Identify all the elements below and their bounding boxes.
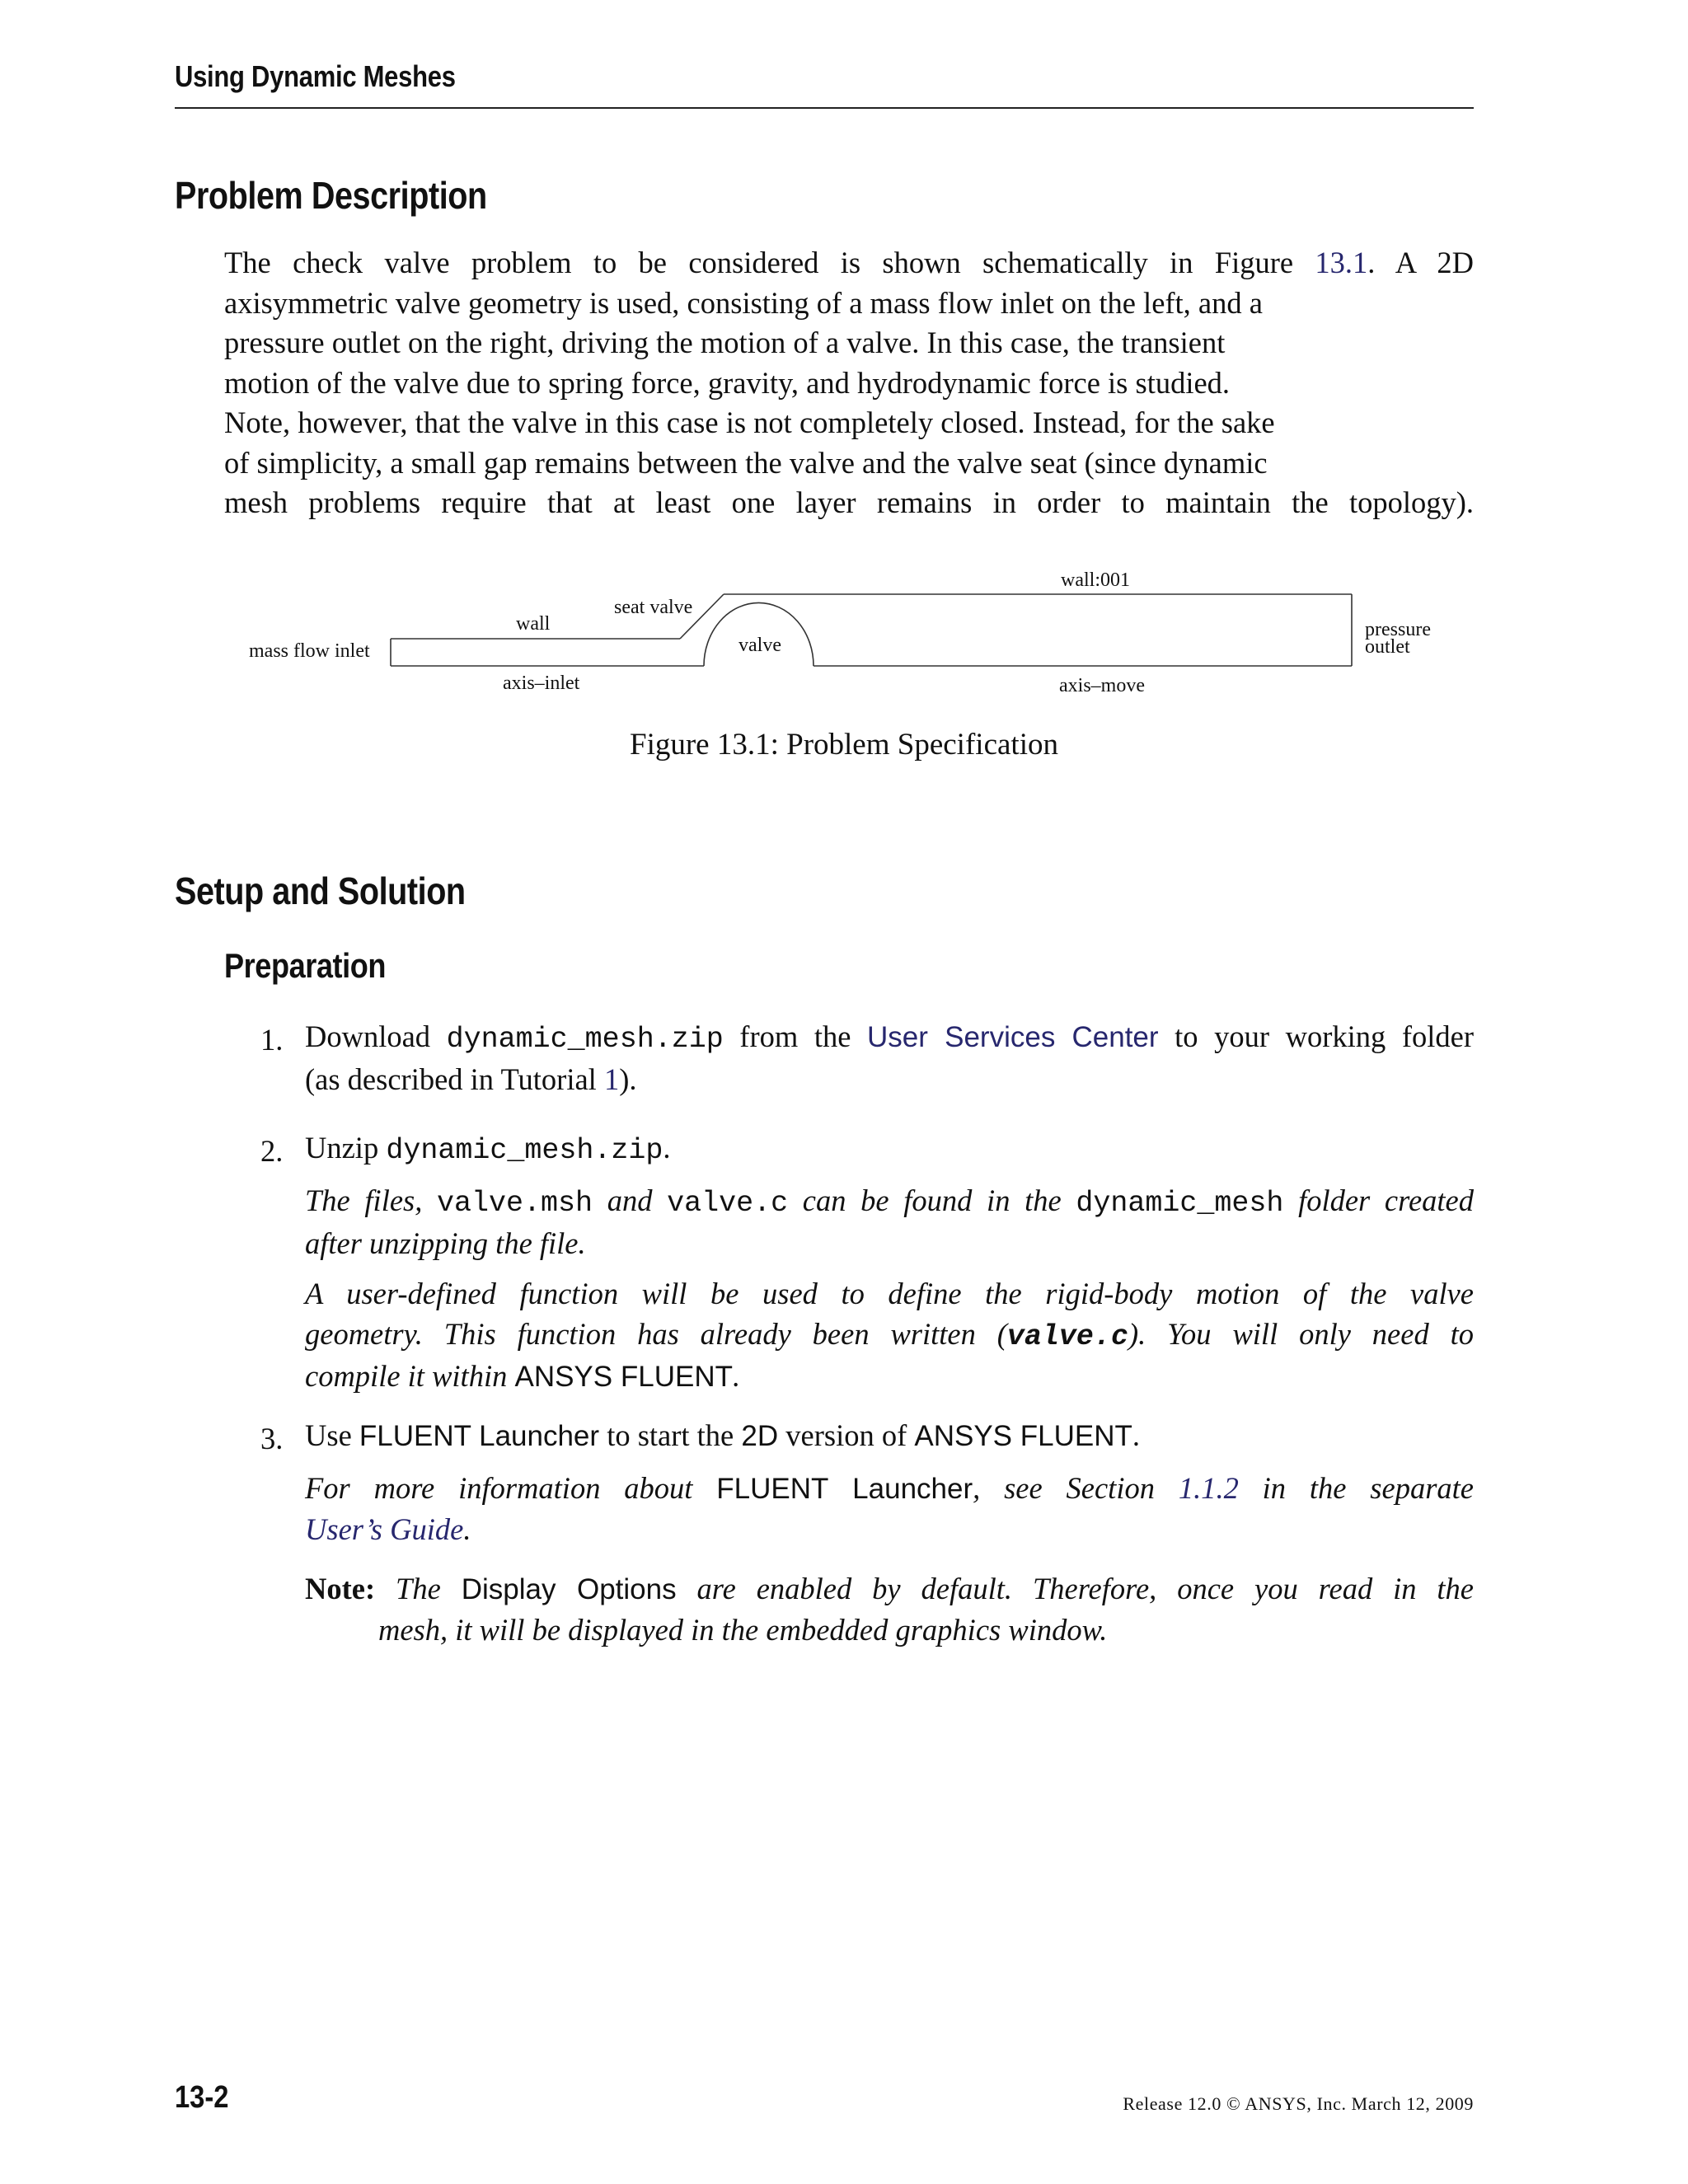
step-1-line-1: Download dynamic_mesh.zip from the User Services Center to your working folder <box>305 1019 1475 1056</box>
user-services-center-link[interactable]: User Services Center <box>867 1021 1159 1053</box>
tutorial-ref-link[interactable]: 1 <box>603 1062 620 1096</box>
step-1-number: 1. <box>260 1023 284 1057</box>
step-3-more-info: For more information about FLUENT Launcher, see Section 1.1.2 in the separate User’s Guide. <box>305 1471 1474 1546</box>
running-header: Using Dynamic Meshes <box>175 59 456 93</box>
preparation-heading: Preparation <box>224 946 386 985</box>
valve-c-udf-file: valve.c <box>1006 1319 1128 1353</box>
step-1-line-2: (as described in Tutorial 1). <box>305 1062 637 1096</box>
label-axis-inlet: axis–inlet <box>503 673 580 694</box>
problem-line-1: The check valve problem to be considered is shown schematically in Figure 13.1. A 2D <box>224 246 1474 279</box>
problem-line-3: pressure outlet on the right, driving the motion of a valve. In this case, the transient <box>224 326 1226 359</box>
problem-line-4: motion of the valve due to spring force, gravity, and hydrodynamic force is studied. <box>224 365 1231 400</box>
problem-line-2: axisymmetric valve geometry is used, consisting of a mass flow inlet on the left, and a <box>224 285 1263 320</box>
ansys-fluent-name: ANSYS FLUENT <box>514 1361 733 1393</box>
dynamic-mesh-folder: dynamic_mesh <box>1076 1187 1284 1220</box>
figure-caption: Figure 13.1: Problem Specification <box>630 728 1058 762</box>
step-3-note: Note: The Display Options are enabled by default. Therefore, once you read in the mesh, it will be displayed in the embedded graphics window. <box>305 1572 1474 1647</box>
step-2-note-files: The files, valve.msh and valve.c can be found in the dynamic_mesh folder created after unzipping the file. <box>305 1183 1474 1260</box>
problem-line-5: Note, however, that the valve in this case is not completely closed. Instead, for the sake <box>224 405 1275 439</box>
section-ref-link[interactable]: 1.1.2 <box>1178 1471 1239 1505</box>
valve-schematic-figure <box>239 569 1459 701</box>
step-2 <box>305 1128 1474 1171</box>
step-2-note-udf: A user-defined function will be used to define the rigid-body motion of the valve geometry. This function has already been written (valve.c). You will only need to compile it within ANSYS FLUENT. <box>305 1277 1474 1393</box>
figure-ref-link[interactable]: 13.1 <box>1315 246 1368 279</box>
version-2d: 2D <box>741 1420 779 1452</box>
note-label: Note: <box>305 1572 376 1605</box>
ansys-fluent-name-2: ANSYS FLUENT <box>914 1420 1132 1452</box>
valve-c-file: valve.c <box>667 1187 789 1220</box>
label-axis-move: axis–move <box>1059 675 1145 696</box>
header-rule <box>175 107 1474 109</box>
display-options-name: Display Options <box>461 1573 677 1605</box>
label-outlet: outlet <box>1365 636 1410 658</box>
step-2-number: 2. <box>260 1134 284 1168</box>
label-wall: wall <box>516 613 551 635</box>
step-2-line-1: Unzip dynamic_mesh.zip. <box>305 1131 671 1167</box>
fluent-launcher-name-2: FLUENT Launcher <box>716 1473 973 1505</box>
label-wall-001: wall:001 <box>1061 569 1130 591</box>
step-2-filename: dynamic_mesh.zip <box>386 1134 663 1167</box>
page-number: 13-2 <box>175 2080 229 2115</box>
problem-paragraph <box>224 243 1474 523</box>
fluent-launcher-name: FLUENT Launcher <box>359 1420 600 1452</box>
problem-heading: Problem Description <box>175 174 487 217</box>
label-seat-valve: seat valve <box>614 597 693 618</box>
label-mass-flow-inlet: mass flow inlet <box>249 640 370 662</box>
problem-line-6: of simplicity, a small gap remains between the valve and the valve seat (since dynamic <box>224 445 1268 480</box>
step-3: Use FLUENT Launcher to start the 2D version of ANSYS FLUENT. <box>305 1418 1140 1452</box>
release-footer: Release 12.0 © ANSYS, Inc. March 12, 2009 <box>1123 2093 1474 2114</box>
label-pressure: pressure <box>1365 619 1431 640</box>
step-1-filename: dynamic_mesh.zip <box>446 1023 724 1056</box>
valve-msh-file: valve.msh <box>437 1187 593 1220</box>
step-3-number: 3. <box>260 1422 284 1455</box>
step-1 <box>305 1017 1474 1099</box>
label-valve: valve <box>738 635 781 656</box>
users-guide-link[interactable]: User’s Guide <box>305 1511 464 1546</box>
setup-heading: Setup and Solution <box>175 869 466 912</box>
problem-line-7: mesh problems require that at least one layer remains in order to maintain the topology). <box>224 485 1474 519</box>
